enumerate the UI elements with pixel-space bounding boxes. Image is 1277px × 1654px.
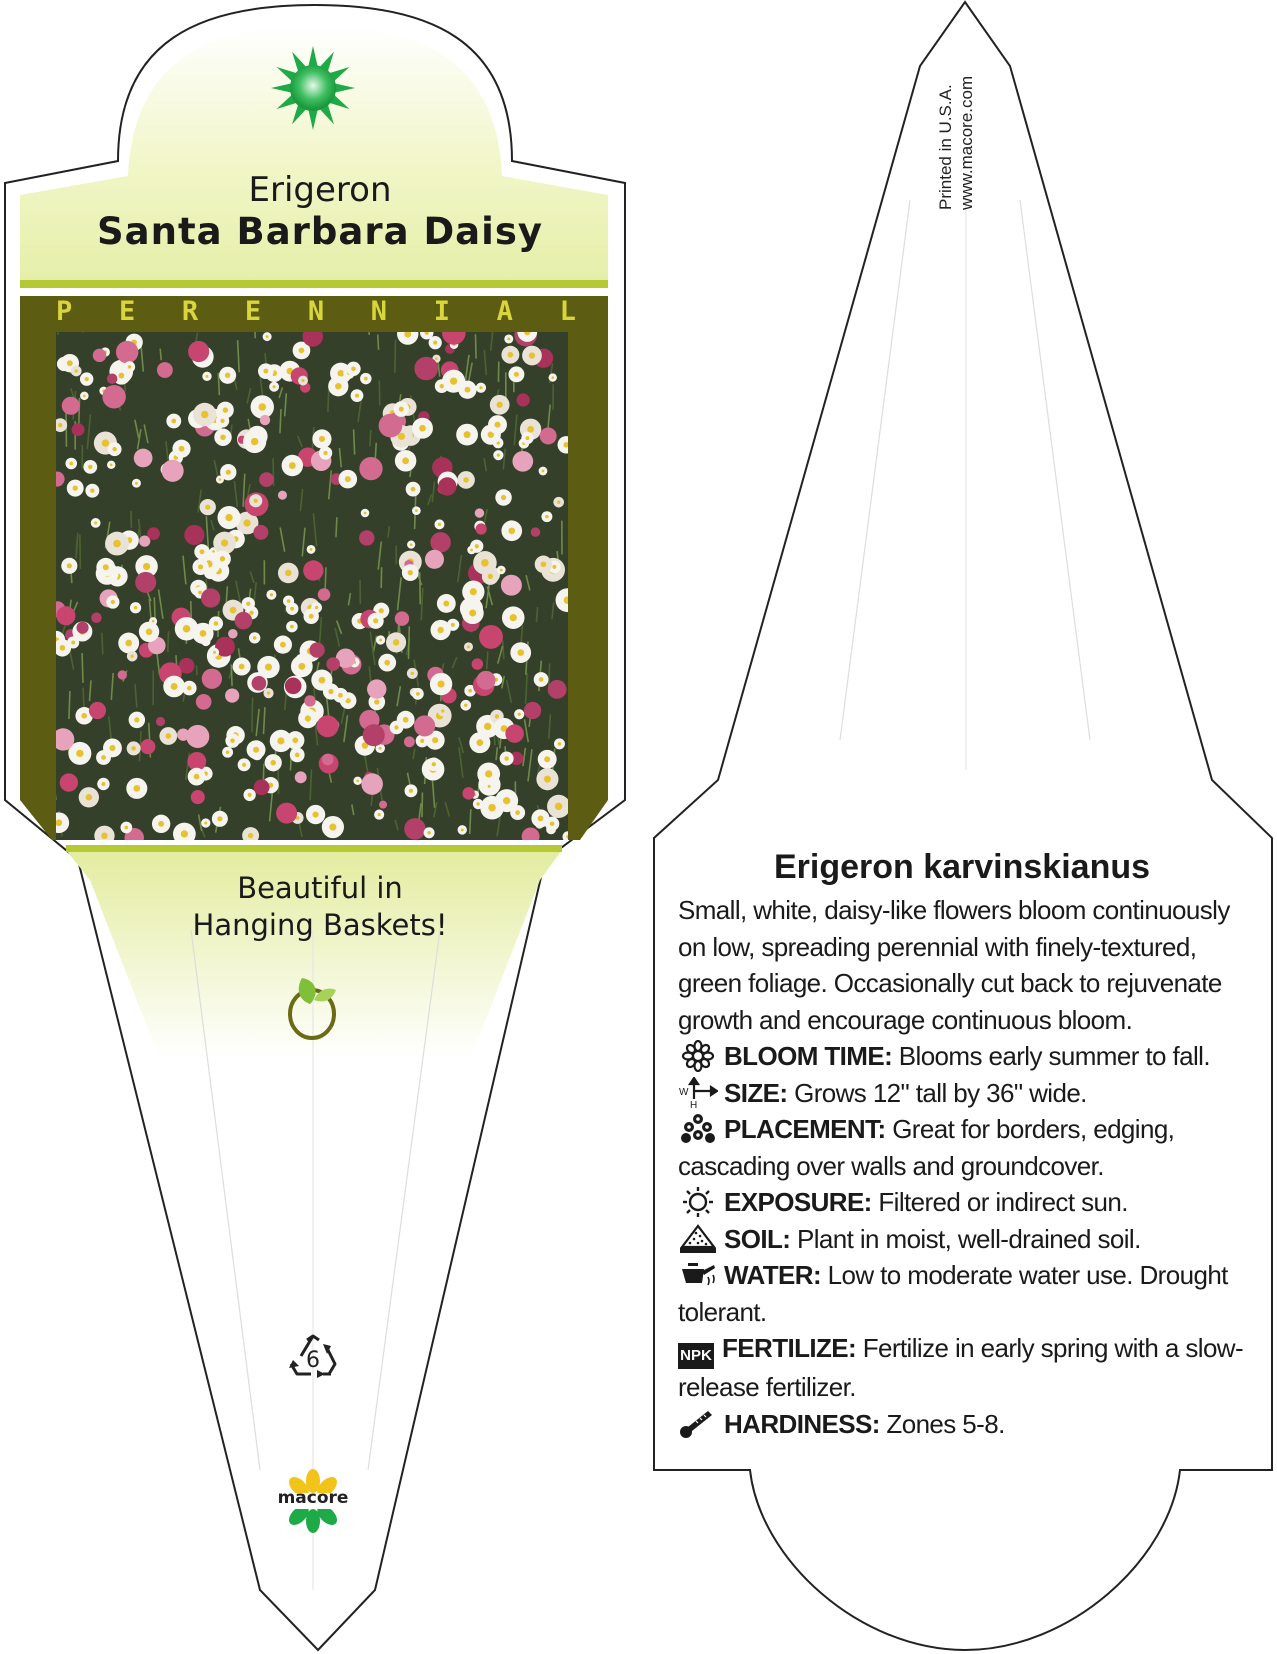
category-letter: L: [559, 296, 576, 327]
category-letter: I: [433, 296, 450, 327]
care-exposure: [678, 1184, 1248, 1221]
care-label: FERTILIZE:: [722, 1333, 857, 1363]
care-label: HARDINESS:: [724, 1408, 880, 1439]
website-text: www.macore.com: [957, 75, 976, 210]
botanical-name: Erigeron karvinskianus: [773, 848, 1151, 886]
category-letter: R: [181, 296, 199, 327]
care-text: Great for borders, edging, cascading over walls and groundcover.: [678, 1114, 1175, 1181]
category-letter: P: [56, 296, 73, 327]
care-text: Fertilize in early spring with a slow-release fertilizer.: [678, 1333, 1244, 1402]
flower-icon: [678, 1040, 718, 1072]
plants-icon: [678, 1113, 718, 1145]
print-info: [935, 76, 977, 210]
brand-logo-text: macore: [277, 1488, 349, 1508]
category-letter: A: [496, 296, 513, 327]
care-hardiness: [678, 1406, 1248, 1443]
npk-icon: NPK: [678, 1343, 714, 1369]
care-label: WATER:: [724, 1260, 822, 1290]
care-size: [678, 1075, 1248, 1112]
category-letter: E: [244, 296, 262, 327]
care-label: SOIL:: [724, 1223, 791, 1254]
recycle-code: 6: [306, 1348, 320, 1373]
category-label: [56, 296, 576, 327]
care-placement: [678, 1111, 1248, 1184]
sunburst-logo-icon: [270, 45, 356, 131]
size-arrows-icon: [678, 1077, 718, 1109]
care-text: Low to moderate water use. Drought tolerant.: [678, 1260, 1228, 1327]
care-text: Grows 12" tall by 36" wide.: [794, 1077, 1087, 1108]
care-bloom-time: [678, 1038, 1248, 1075]
category-letter: N: [307, 296, 325, 327]
soil-icon: [678, 1223, 718, 1255]
care-text: Blooms early summer to fall.: [898, 1041, 1210, 1071]
description: Small, white, daisy-like flowers bloom continuously on low, spreading perennial with finely-textured, green foliage. Occasionally cut back to rejuvenate growth and encourage continuous bloom.: [678, 895, 1230, 1035]
care-text: Zones 5-8.: [886, 1408, 1005, 1439]
printed-in-text: Printed in U.S.A.: [936, 84, 955, 210]
care-section: [678, 892, 1248, 1442]
care-label: PLACEMENT:: [724, 1114, 886, 1144]
plant-photo: [56, 332, 568, 840]
leaf-circle-icon: [284, 970, 340, 1042]
sun-icon: [678, 1186, 718, 1218]
care-fertilize: [678, 1330, 1248, 1406]
care-label: SIZE:: [724, 1077, 788, 1108]
size-w-letter: W: [679, 1086, 688, 1098]
care-text: Filtered or indirect sun.: [878, 1187, 1128, 1217]
care-label: EXPOSURE:: [724, 1187, 872, 1217]
genus-name: Erigeron: [248, 170, 392, 210]
feature-line-1: Beautiful in: [237, 871, 403, 905]
care-soil: [678, 1221, 1248, 1258]
feature-line-2: Hanging Baskets!: [192, 908, 448, 942]
category-letter: E: [118, 296, 136, 327]
care-label: BLOOM TIME:: [724, 1041, 893, 1071]
watering-can-icon: [678, 1259, 718, 1291]
size-h-letter: H: [690, 1099, 697, 1109]
feature-text: [150, 870, 490, 944]
care-water: [678, 1257, 1248, 1330]
category-letter: N: [370, 296, 388, 327]
care-text: Plant in moist, well-drained soil.: [796, 1223, 1141, 1254]
common-name: Santa Barbara Daisy: [97, 210, 543, 253]
thermometer-icon: [678, 1408, 718, 1440]
